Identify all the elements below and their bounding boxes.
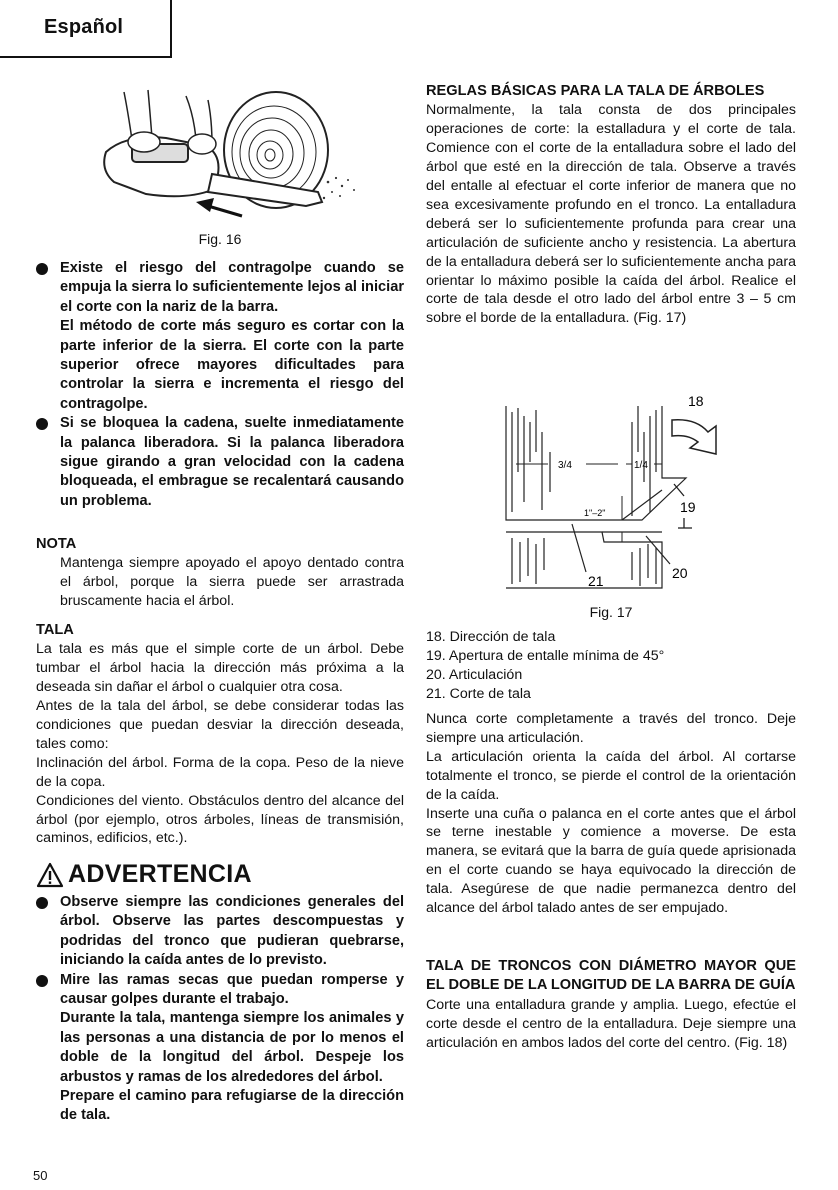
bullet-para: Existe el riesgo del contragolpe cuando se empuja la sierra lo suficientemente lejos al iniciar el corte con la nariz de la barra. — [60, 260, 404, 315]
fig17-legend — [426, 628, 796, 704]
tala-section — [36, 621, 404, 848]
bullet-para: Si se bloquea la cadena, suelte inmediatamente la palanca liberadora. Si la palanca liberadora sigue girando a gran velocidad con la cadena bloqueada, el embrague se recalentará causando un problema. — [60, 415, 404, 509]
fig17-illustration — [426, 392, 796, 602]
bullet-para: El método de corte más seguro es cortar con la parte inferior de la sierra. El corte con la parte superior ofrece mayores dificultades para controlar la sierra e incrementa el riesgo del contragolpe. — [60, 318, 404, 412]
reglas-text: Normalmente, la tala consta de dos principales operaciones de corte: la estalladura y el corte de tala. Comience con el corte de la entalladura sobre el lado del árbol que esté en la dirección de tala. Observe a través del entalle al efectuar el corte inferior de manera que no sea excesivamente profundo en el tronco. La entalladura deberá ser lo suficientemente profunda para crear una articulación de suficiente ancho y resistencia. La abertura de la entalladura deberá ser lo suficientemente ancha para orientar lo máximo posible la caída del árbol. Realice el corte de tala desde el otro lado del árbol entre 3 – 5 cm sobre el borde de la entalladura. (Fig. 17) — [426, 102, 796, 327]
language-label: Español — [44, 16, 124, 38]
bullet-dot-icon — [36, 263, 48, 275]
dim-1-4-label: 1/4 — [634, 460, 648, 471]
bullet-para: Observe siempre las condiciones generales del árbol. Observe las partes descompuestas y podridas del tronco que pudieran quebrarse, iniciando la caída antes de lo previsto. — [60, 894, 404, 969]
fig17-caption: Fig. 17 — [589, 604, 633, 620]
fig17-label-20: 20 — [672, 565, 688, 581]
bullet-dot-icon — [36, 975, 48, 987]
legend-item: 19. Apertura de entalle mínima de 45° — [426, 647, 665, 664]
dim-1-2-label: 1"–2" — [584, 508, 606, 518]
warning-title — [36, 860, 404, 889]
paras-articulacion — [426, 710, 796, 918]
troncos-heading: TALA DE TRONCOS CON DIÁMETRO MAYOR QUE EL DOBLE DE LA LONGITUD DE LA BARRA DE GUÍA — [426, 958, 796, 994]
body-para: Inserte una cuña o palanca en el corte antes que el árbol se terne inestable y comience a moverse. De esta manera, se evitará que la barra de guía quede aprisionada en el corte cuando se haya equivocado la dirección de tala. Asegúrese de que nadie permanezca dentro del alcance del árbol talado antes de ser empujado. — [426, 805, 796, 917]
legend-item: 21. Corte de tala — [426, 685, 531, 702]
nota-text: Mantenga siempre apoyado el apoyo dentado contra el árbol, porque la sierra puede ser arrastrada bruscamente hacia el árbol. — [60, 555, 404, 610]
fig17-label-21: 21 — [588, 573, 604, 589]
legend-item: 20. Articulación — [426, 666, 523, 683]
reglas-heading: REGLAS BÁSICAS PARA LA TALA DE ÁRBOLES — [426, 83, 765, 99]
bullet-para: Durante la tala, mantenga siempre los animales y las personas a una distancia de por lo menos el doble de la longitud del árbol. Despeje los arbustos y ramas de los alrededores del árbol. — [60, 1010, 404, 1085]
fig17-drawing — [426, 392, 796, 602]
language-tab — [0, 0, 172, 58]
fig17-label-18: 18 — [688, 393, 704, 409]
fig16-caption: Fig. 16 — [198, 231, 242, 247]
bullet-para: Prepare el camino para refugiarse de la dirección de tala. — [60, 1088, 404, 1124]
troncos-text: Corte una entalladura grande y amplia. Luego, efectúe el corte desde el centro de la entalladura. Deje siempre una articulación en ambos lados del corte del centro. (Fig. 18) — [426, 996, 796, 1051]
bullet-item — [36, 893, 404, 971]
nota-heading: NOTA — [36, 536, 77, 552]
bullet-para: Mire las ramas secas que puedan romperse y causar golpes durante el trabajo. — [60, 971, 404, 1008]
bullet-item — [36, 259, 404, 414]
bullet-item — [36, 971, 404, 1126]
bullet-dot-icon — [36, 897, 48, 909]
bullet-dot-icon — [36, 418, 48, 430]
body-para: La articulación orienta la caída del árbol. Al cortarse totalmente el tronco, se pierde el control de la orientación de la caída. — [426, 748, 796, 803]
bullet-list-warning — [36, 893, 404, 1126]
tala-heading: TALA — [36, 622, 74, 638]
tala-para: Inclinación del árbol. Forma de la copa. Peso de la nieve de la copa. — [36, 754, 404, 790]
nota-section — [36, 535, 404, 611]
warning-triangle-icon — [36, 862, 64, 888]
legend-item: 18. Dirección de tala — [426, 629, 556, 645]
body-para: Nunca corte completamente a través del tronco. Deje siempre una articulación. — [426, 711, 796, 746]
tala-para: La tala es más que el simple corte de un árbol. Debe tumbar el árbol hacia la dirección más próxima a la deseada sin dañar el árbol o cualquier otra cosa. — [36, 641, 404, 696]
troncos-section — [426, 957, 796, 1053]
warning-title-text: ADVERTENCIA — [68, 860, 252, 888]
bullet-list-kickback — [36, 259, 404, 511]
fig17-label-19: 19 — [680, 499, 696, 515]
dim-3-4-label: 3/4 — [558, 460, 572, 471]
page-number: 50 — [33, 1168, 48, 1183]
bullet-item — [36, 414, 404, 511]
fig16-illustration — [36, 82, 404, 232]
reglas-section — [426, 82, 796, 328]
tala-para: Condiciones del viento. Obstáculos dentro del alcance del árbol (por ejemplo, otros árboles, líneas de transmisión, caminos, edificios, etc.). — [36, 792, 404, 847]
fig16-drawing — [36, 82, 404, 232]
tala-para: Antes de la tala del árbol, se debe considerar todas las condiciones que puedan desviar la dirección deseada, tales como: — [36, 698, 404, 752]
